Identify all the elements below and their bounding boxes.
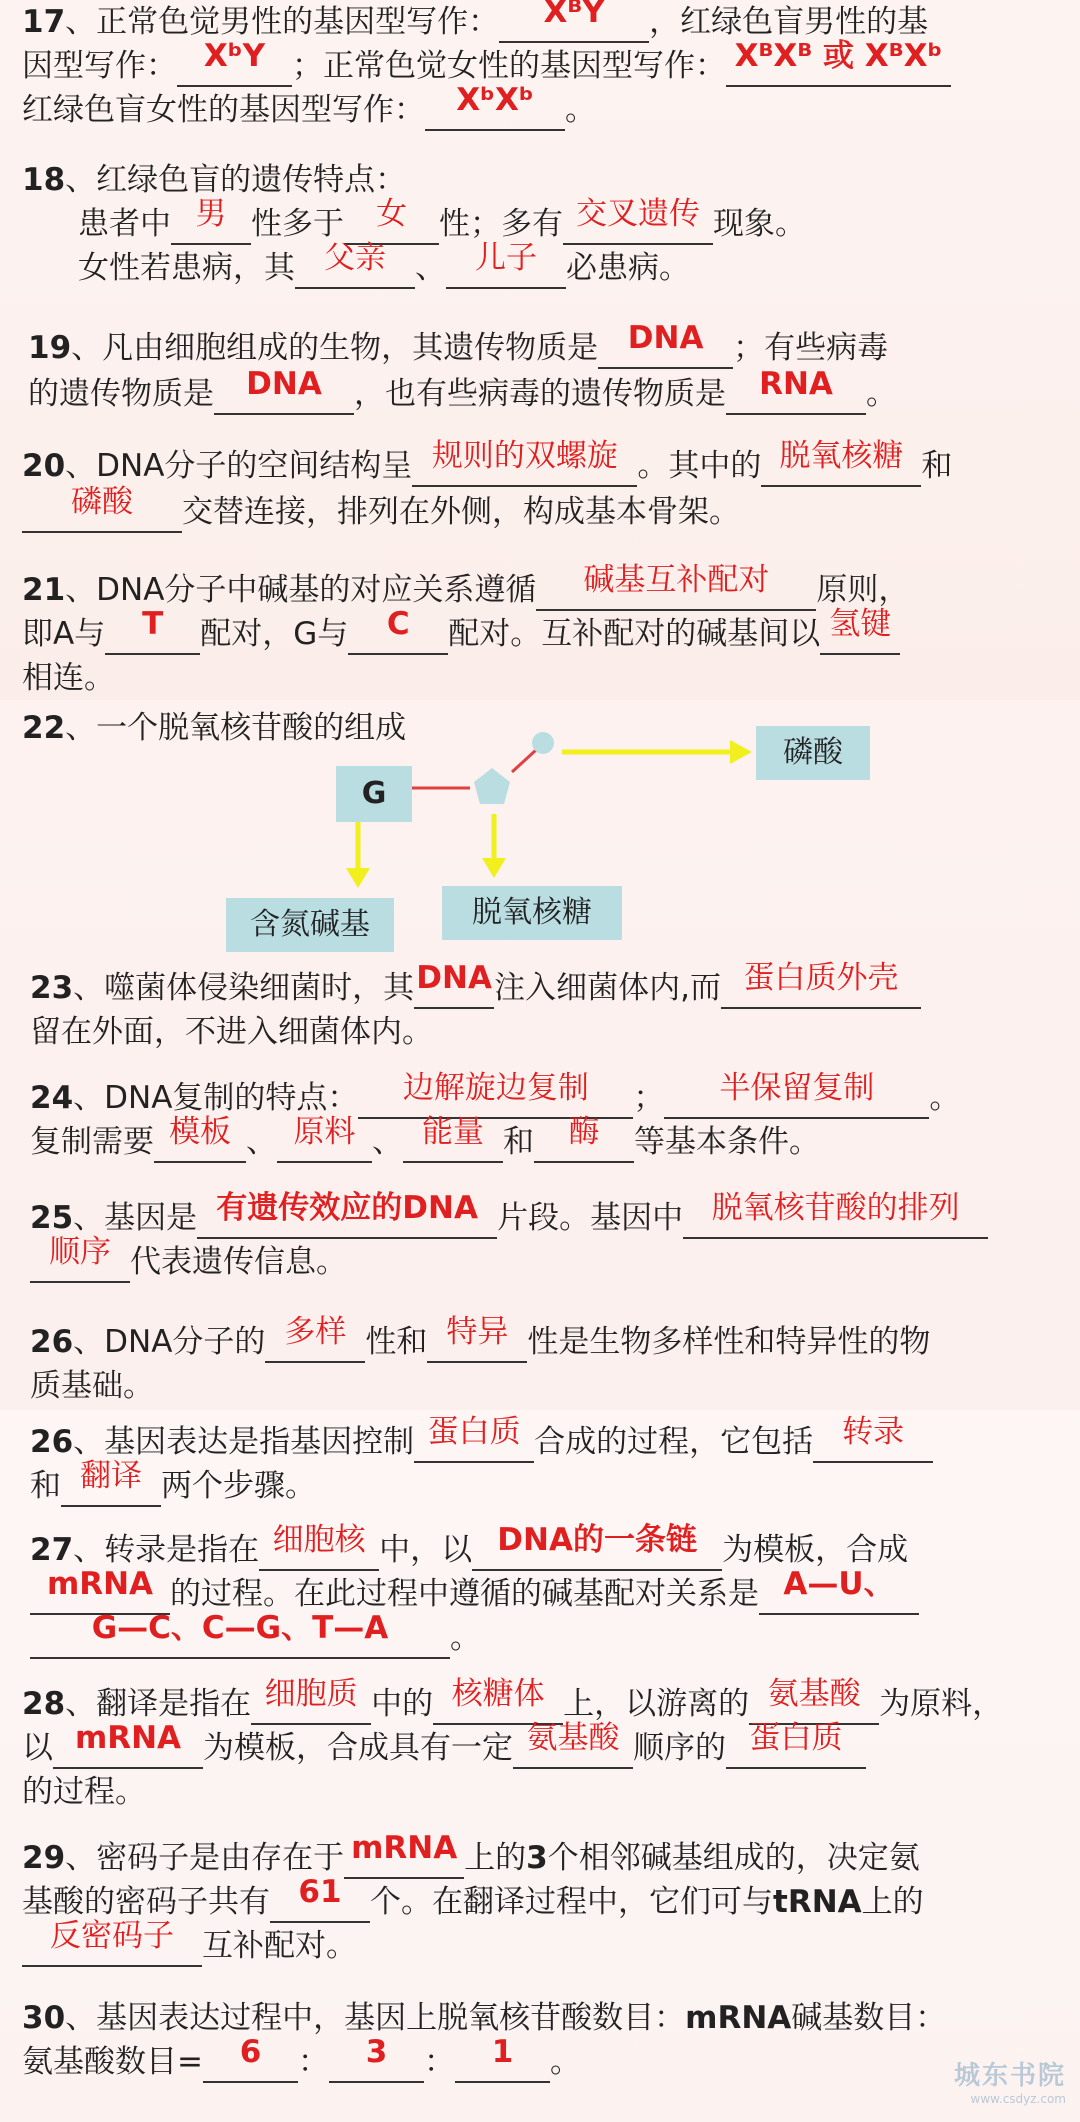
blank: 多样 [265, 1323, 365, 1363]
blank: 酶 [534, 1123, 634, 1163]
blank: 男 [171, 205, 251, 245]
arrow-sugar-head [482, 858, 506, 878]
blank: 脱氧核糖 [761, 447, 921, 487]
blank: DNA [598, 329, 733, 369]
blank: 细胞质 [251, 1685, 371, 1725]
blank: 细胞核 [259, 1531, 379, 1571]
blank: 模板 [154, 1123, 246, 1163]
blank: A—U、 [759, 1575, 919, 1615]
blank: 边解旋边复制 [358, 1079, 633, 1119]
blank: 蛋白质 [726, 1729, 866, 1769]
blank: mRNA [30, 1575, 170, 1615]
blank: RNA [726, 375, 866, 415]
deoxyribose-box: 脱氧核糖 [442, 886, 622, 940]
blank: XᵇXᵇ [425, 91, 565, 131]
arrow-base-head [346, 868, 370, 888]
blank: 氨基酸 [513, 1729, 633, 1769]
blank: XᴮY [499, 3, 649, 43]
q-number: 17 [22, 4, 66, 40]
blank: 脱氧核苷酸的排列 [683, 1199, 988, 1239]
blank: 半保留复制 [664, 1079, 929, 1119]
blank: 反密码子 [22, 1927, 202, 1967]
watermark [954, 2055, 1066, 2106]
phosphate-box: 磷酸 [756, 726, 870, 780]
blank: 1 [455, 2043, 550, 2083]
blank: 61 [270, 1883, 370, 1923]
blank: 碱基互补配对 [536, 571, 816, 611]
blank: 女 [344, 205, 439, 245]
blank: 核糖体 [433, 1685, 563, 1725]
blank: 磷酸 [22, 493, 182, 533]
blank: 3 [329, 2043, 424, 2083]
base-g-box: G [336, 766, 412, 822]
blank: 蛋白质外壳 [721, 969, 921, 1009]
blank: 能量 [403, 1123, 503, 1163]
blank: 父亲 [295, 249, 415, 289]
blank: XᴮXᴮ 或 XᴮXᵇ [726, 47, 951, 87]
blank: 6 [203, 2043, 298, 2083]
blank: 氢键 [820, 615, 900, 655]
blank: 蛋白质 [414, 1423, 534, 1463]
blank: 有遗传效应的DNA [197, 1199, 497, 1239]
watermark-cn: 城东书院 [953, 2061, 1066, 2091]
blank: mRNA [53, 1729, 203, 1769]
blank: DNA [214, 375, 354, 415]
blank: mRNA [344, 1839, 464, 1879]
blank: DNA的一条链 [472, 1531, 722, 1571]
nitrogen-base-box: 含氮碱基 [226, 898, 394, 952]
watermark-en: www.csdyz.com [970, 2092, 1066, 2106]
arrow-phosphate-head [730, 740, 752, 764]
blank: 交叉遗传 [563, 205, 713, 245]
blank: 转录 [813, 1423, 933, 1463]
blank: 儿子 [446, 249, 566, 289]
blank: 氨基酸 [749, 1685, 879, 1725]
sugar-phosphate-bond [512, 750, 536, 772]
blank: 顺序 [30, 1243, 130, 1283]
blank: 翻译 [61, 1467, 161, 1507]
blank: 特异 [427, 1323, 527, 1363]
blank: T [105, 615, 200, 655]
blank: 规则的双螺旋 [412, 447, 637, 487]
sugar-pentagon [474, 768, 510, 804]
blank: 原料 [277, 1123, 372, 1163]
phosphate-circle [532, 732, 554, 754]
blank: C [348, 615, 448, 655]
blank: XᵇY [177, 47, 292, 87]
blank: G—C、C—G、T—A [30, 1619, 450, 1659]
blank: DNA [414, 969, 494, 1009]
